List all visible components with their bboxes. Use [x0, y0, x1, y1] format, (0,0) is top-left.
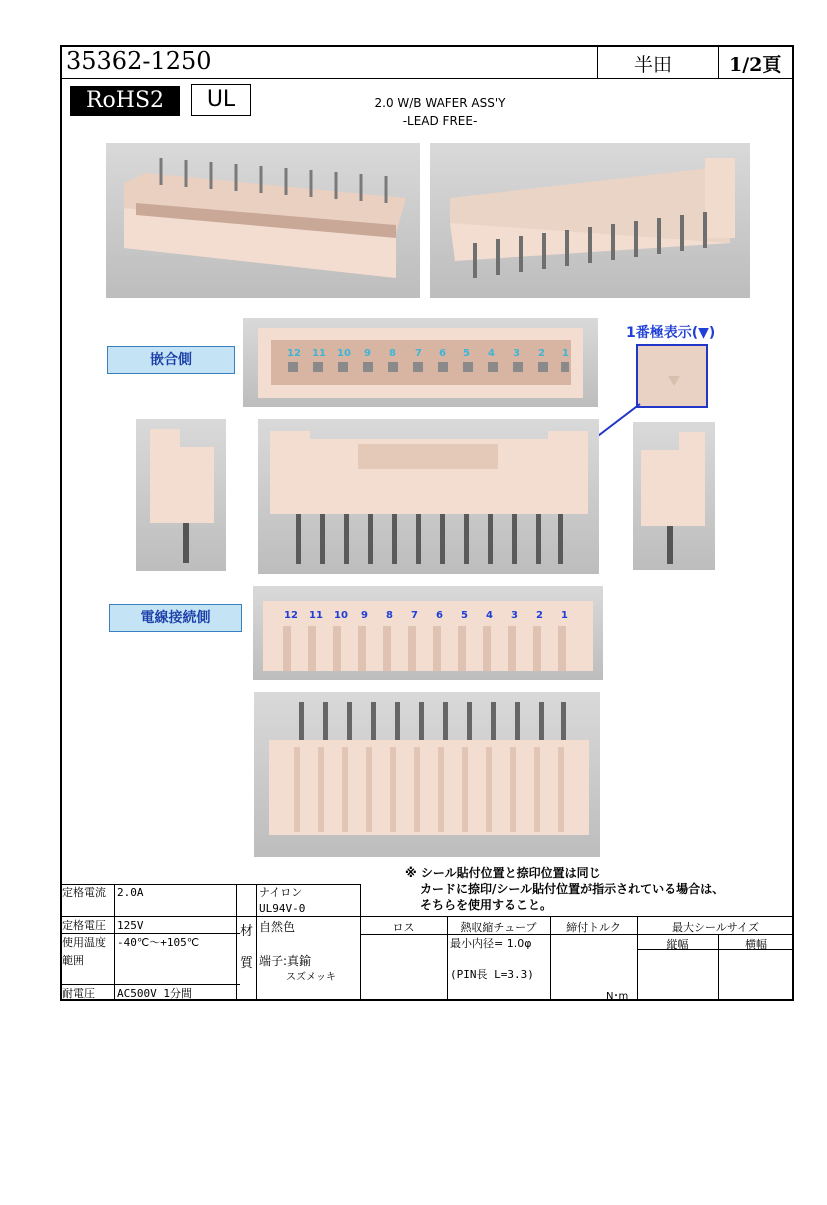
material-label-2: 質: [240, 956, 254, 971]
mating-pin-numbers: [243, 318, 598, 407]
pin-number: 6: [439, 348, 446, 359]
spec-line: [60, 884, 360, 885]
width-header: 横幅: [745, 938, 767, 951]
pin-number: 12: [287, 348, 301, 359]
spec-col: [114, 884, 115, 1001]
torque-header: 締付トルク: [566, 921, 621, 934]
wire-side-label: 電線接続側: [109, 604, 242, 632]
loss-header: ロス: [392, 921, 415, 934]
photo-back-angle: [430, 143, 750, 298]
temp-label-2: 範囲: [62, 954, 84, 967]
pin-number: 9: [361, 610, 368, 621]
solder-label: 半田: [634, 54, 673, 76]
pin-number: 1: [562, 348, 569, 359]
page-number: 1/2頁: [729, 54, 782, 76]
note-line-3: そちらを使用すること。: [420, 898, 553, 912]
height-header: 縦幅: [666, 938, 689, 951]
pin-number: 1: [561, 610, 568, 621]
pin-number: 10: [334, 610, 348, 621]
pin-length: (PIN長 L=3.3): [450, 968, 534, 981]
pin-number: 8: [389, 348, 396, 359]
pin-number: 2: [538, 348, 545, 359]
spec-col: [360, 884, 361, 1001]
rated-current-label: 定格電流: [62, 886, 106, 899]
spec-line: [60, 916, 794, 917]
photo-mating-top: [243, 318, 598, 407]
pin-number: 5: [461, 610, 468, 621]
spec-col: [236, 884, 237, 1001]
pin-number: 8: [386, 610, 393, 621]
spec-col: [256, 884, 257, 1001]
note-line-1: ※ シール貼付位置と捺印位置は同じ: [405, 866, 601, 880]
pin-number: 4: [486, 610, 493, 621]
material-2: UL94V-0: [259, 902, 306, 915]
terminal-material: 端子:真鍮: [259, 954, 312, 968]
photo-side-right: [633, 422, 715, 570]
pin-number: 3: [513, 348, 520, 359]
withstand-value: AC500V 1分間: [117, 987, 192, 1000]
header-divider: [60, 78, 794, 79]
note-line-2: カードに捺印/シール貼付位置が指示されている場合は、: [420, 882, 725, 896]
pin-number: 7: [411, 610, 418, 621]
pin-number: 11: [309, 610, 323, 621]
product-subtitle: -LEAD FREE-: [402, 114, 478, 128]
header-sep-1: [597, 45, 598, 79]
torque-unit: N･m: [606, 991, 629, 1002]
pin-number: 7: [415, 348, 422, 359]
temp-range-value: -40℃～+105℃: [117, 936, 200, 949]
wire-pin-numbers: [253, 586, 603, 680]
material-3: 自然色: [259, 920, 296, 934]
temp-label-1: 使用温度: [62, 936, 106, 949]
material-1: ナイロン: [259, 886, 303, 899]
rohs-badge: RoHS2: [70, 86, 180, 116]
pin-number: 5: [463, 348, 470, 359]
mating-side-label: 嵌合側: [107, 346, 235, 374]
pin-number: 4: [488, 348, 495, 359]
pin1-detail-photo: [636, 344, 708, 408]
rated-voltage-label: 定格電圧: [62, 919, 106, 932]
max-seal-header: 最大シールサイズ: [672, 921, 759, 934]
product-title: 2.0 W/B WAFER ASS'Y: [374, 96, 506, 110]
pin-number: 6: [436, 610, 443, 621]
plating: スズメッキ: [286, 972, 336, 983]
header-sep-2: [718, 45, 719, 79]
photo-back: [254, 692, 600, 857]
pin-number: 9: [364, 348, 371, 359]
min-inner-diameter: 最小内径= 1.0φ: [450, 937, 532, 950]
spec-line: [60, 933, 240, 934]
part-number: 35362-1250: [66, 47, 212, 75]
pin-number: 12: [284, 610, 298, 621]
photo-front: [258, 419, 599, 574]
material-label-1: 材: [240, 924, 254, 939]
spec-line: [60, 984, 240, 985]
rated-current-value: 2.0A: [117, 886, 144, 899]
heat-shrink-header: 熱収縮チューブ: [460, 921, 537, 934]
pin-number: 11: [312, 348, 326, 359]
rated-voltage-value: 125V: [117, 919, 144, 932]
photo-wire-side: [253, 586, 603, 680]
photo-side-left: [136, 419, 226, 571]
photo-front-angle: [106, 143, 420, 298]
ul-badge: UL: [191, 84, 251, 116]
pin-number: 2: [536, 610, 543, 621]
withstand-label: 耐電圧: [62, 987, 95, 1000]
pin-number: 3: [511, 610, 518, 621]
pin-number: 10: [337, 348, 351, 359]
pin1-indicator-label: 1番極表示(▼): [626, 325, 716, 341]
